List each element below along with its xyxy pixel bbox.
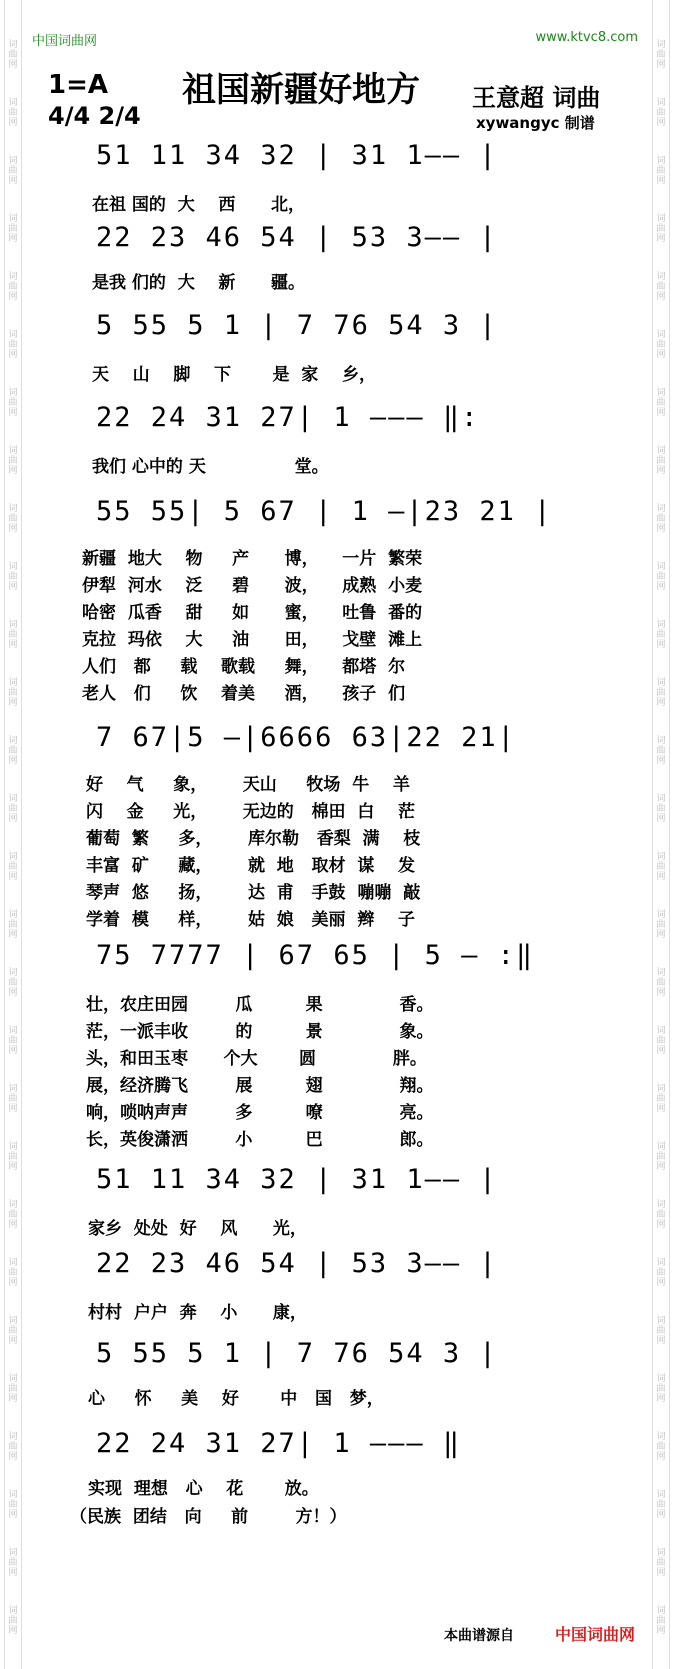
notation-row: 51 11 34 32 | 31 1—— | — [96, 140, 498, 171]
lyric-line: 壮，农庄田园 瓜 果 香。 — [86, 995, 434, 1015]
watermark-text: 词 曲 网 — [8, 1432, 18, 1462]
watermark-text: 词 曲 网 — [8, 272, 18, 302]
lyric-line: 天 山 脚 下 是 家 乡， — [92, 365, 376, 385]
lyric-line: 在祖 国的 大 西 北， — [92, 195, 305, 215]
watermark-text: 词 曲 网 — [656, 1490, 666, 1520]
notation-row: 55 55| 5 67 | 1 —|23 21 | — [96, 496, 553, 527]
watermark-text: 词 曲 网 — [656, 794, 666, 824]
lyric-line: 闪 金 光， 无边的 棉田 白 茫 — [86, 802, 416, 822]
lyric-line: 实现 理想 心 花 放。 — [88, 1479, 319, 1499]
watermark-text: 词 曲 网 — [656, 1200, 666, 1230]
notation-row: 22 23 46 54 | 53 3—— | — [96, 1248, 498, 1279]
notation-row: 75 7777 | 67 65 | 5 — :‖ — [96, 940, 535, 971]
watermark-text: 词 曲 网 — [8, 1316, 18, 1346]
watermark-text: 词 曲 网 — [8, 736, 18, 766]
key-signature: 1=A — [48, 70, 108, 100]
notation-row: 51 11 34 32 | 31 1—— | — [96, 1164, 498, 1195]
watermark-text: 词 曲 网 — [656, 1142, 666, 1172]
watermark-text: 词 曲 网 — [656, 1258, 666, 1288]
watermark-text: 词 曲 网 — [656, 736, 666, 766]
lyric-line: 学着 模 样， 姑 娘 美丽 辫 子 — [86, 910, 416, 930]
watermark-text: 词 曲 网 — [656, 504, 666, 534]
watermark-text: 词 曲 网 — [8, 910, 18, 940]
watermark-text: 词 曲 网 — [656, 852, 666, 882]
watermark-text: 词 曲 网 — [8, 1374, 18, 1404]
watermark-text: 词 曲 网 — [8, 1142, 18, 1172]
watermark-text: 词 曲 网 — [8, 504, 18, 534]
watermark-text: 词 曲 网 — [8, 330, 18, 360]
watermark-text: 词 曲 网 — [656, 678, 666, 708]
lyric-line: 琴声 悠 扬， 达 甫 手鼓 嘣嘣 敲 — [86, 883, 421, 903]
lyric-line: 家乡 处处 好 风 光， — [88, 1219, 307, 1239]
notation-row: 22 24 31 27| 1 ——— ‖ — [96, 1428, 462, 1459]
watermark-text: 词 曲 网 — [656, 40, 666, 70]
site-url-right[interactable]: www.ktvc8.com — [535, 30, 638, 45]
watermark-text: 词 曲 网 — [8, 794, 18, 824]
author-credit: 王意超 词曲 — [472, 84, 601, 112]
watermark-text: 词 曲 网 — [656, 98, 666, 128]
watermark-text: 词 曲 网 — [8, 156, 18, 186]
watermark-text: 词 曲 网 — [656, 272, 666, 302]
lyric-line: 好 气 象， 天山 牧场 牛 羊 — [86, 775, 410, 795]
lyric-line: 克拉 玛依 大 油 田， 戈壁 滩上 — [82, 630, 423, 650]
notation-row: 7 67|5 —|6666 63|22 21| — [96, 722, 516, 753]
watermark-text: 词 曲 网 — [656, 1084, 666, 1114]
watermark-text: 词 曲 网 — [656, 214, 666, 244]
watermark-text: 词 曲 网 — [8, 562, 18, 592]
watermark-text: 词 曲 网 — [8, 1026, 18, 1056]
watermark-text: 词 曲 网 — [8, 1084, 18, 1114]
lyric-line: 葡萄 繁 多， 库尔勒 香梨 满 枝 — [86, 829, 421, 849]
watermark-text: 词 曲 网 — [656, 388, 666, 418]
lyric-line: 哈密 瓜香 甜 如 蜜， 吐鲁 番的 — [82, 603, 423, 623]
lyric-line: 是我 们的 大 新 疆。 — [92, 273, 305, 293]
watermark-text: 词 曲 网 — [656, 910, 666, 940]
left-watermark-strip — [4, 0, 22, 1669]
lyric-line: 展，经济腾飞 展 翅 翔。 — [86, 1076, 434, 1096]
lyric-line: 长，英俊潇洒 小 巴 郎。 — [86, 1130, 434, 1150]
watermark-text: 词 曲 网 — [8, 446, 18, 476]
right-watermark-strip — [652, 0, 670, 1669]
lyric-line: 村村 户户 奔 小 康， — [88, 1303, 307, 1323]
notation-row: 22 23 46 54 | 53 3—— | — [96, 222, 498, 253]
notation-row: 5 55 5 1 | 7 76 54 3 | — [96, 310, 498, 341]
watermark-text: 词 曲 网 — [8, 214, 18, 244]
transcriber-credit: xywangyc 制谱 — [476, 114, 595, 132]
watermark-text: 词 曲 网 — [8, 1606, 18, 1636]
notation-row: 5 55 5 1 | 7 76 54 3 | — [96, 1338, 498, 1369]
lyric-line: 茫，一派丰收 的 景 象。 — [86, 1022, 434, 1042]
notation-row: 22 24 31 27| 1 ——— ‖: — [96, 402, 480, 433]
watermark-text: 词 曲 网 — [8, 40, 18, 70]
watermark-text: 词 曲 网 — [656, 968, 666, 998]
watermark-text: 词 曲 网 — [656, 620, 666, 650]
watermark-text: 词 曲 网 — [8, 620, 18, 650]
lyric-line: （民族 团结 向 前 方！） — [70, 1507, 347, 1527]
watermark-text: 词 曲 网 — [656, 446, 666, 476]
lyric-line: 新疆 地大 物 产 博， 一片 繁荣 — [82, 549, 423, 569]
watermark-text: 词 曲 网 — [656, 1026, 666, 1056]
watermark-text: 词 曲 网 — [656, 1432, 666, 1462]
watermark-text: 词 曲 网 — [656, 1316, 666, 1346]
watermark-text: 词 曲 网 — [656, 1548, 666, 1578]
lyric-line: 丰富 矿 藏， 就 地 取材 谋 发 — [86, 856, 416, 876]
site-name-left[interactable]: 中国词曲网 — [32, 34, 98, 49]
watermark-text: 词 曲 网 — [8, 1490, 18, 1520]
lyric-line: 响，唢呐声声 多 嘹 亮。 — [86, 1103, 434, 1123]
watermark-text: 词 曲 网 — [656, 156, 666, 186]
lyric-line: 头，和田玉枣 个大 圆 胖。 — [86, 1049, 427, 1069]
lyric-line: 伊犁 河水 泛 碧 波， 成熟 小麦 — [82, 576, 423, 596]
watermark-text: 词 曲 网 — [8, 678, 18, 708]
watermark-text: 词 曲 网 — [8, 1258, 18, 1288]
watermark-text: 词 曲 网 — [656, 1374, 666, 1404]
lyric-line: 人们 都 载 歌载 舞， 都塔 尔 — [82, 657, 406, 677]
watermark-text: 词 曲 网 — [8, 968, 18, 998]
watermark-text: 词 曲 网 — [8, 1200, 18, 1230]
time-signature: 4/4 2/4 — [48, 102, 141, 130]
watermark-text: 词 曲 网 — [656, 330, 666, 360]
watermark-text: 词 曲 网 — [8, 852, 18, 882]
lyric-line: 老人 们 饮 着美 酒， 孩子 们 — [82, 684, 406, 704]
source-label: 本曲谱源自 — [444, 1628, 514, 1644]
source-site-link[interactable]: 中国词曲网 — [555, 1625, 636, 1644]
watermark-text: 词 曲 网 — [656, 562, 666, 592]
watermark-text: 词 曲 网 — [656, 1606, 666, 1636]
watermark-text: 词 曲 网 — [8, 98, 18, 128]
lyric-line: 我们 心中的 天 堂。 — [92, 457, 329, 477]
song-title: 祖国新疆好地方 — [182, 70, 420, 110]
lyric-line: 心 怀 美 好 中 国 梦， — [88, 1389, 384, 1409]
watermark-text: 词 曲 网 — [8, 1548, 18, 1578]
watermark-text: 词 曲 网 — [8, 388, 18, 418]
